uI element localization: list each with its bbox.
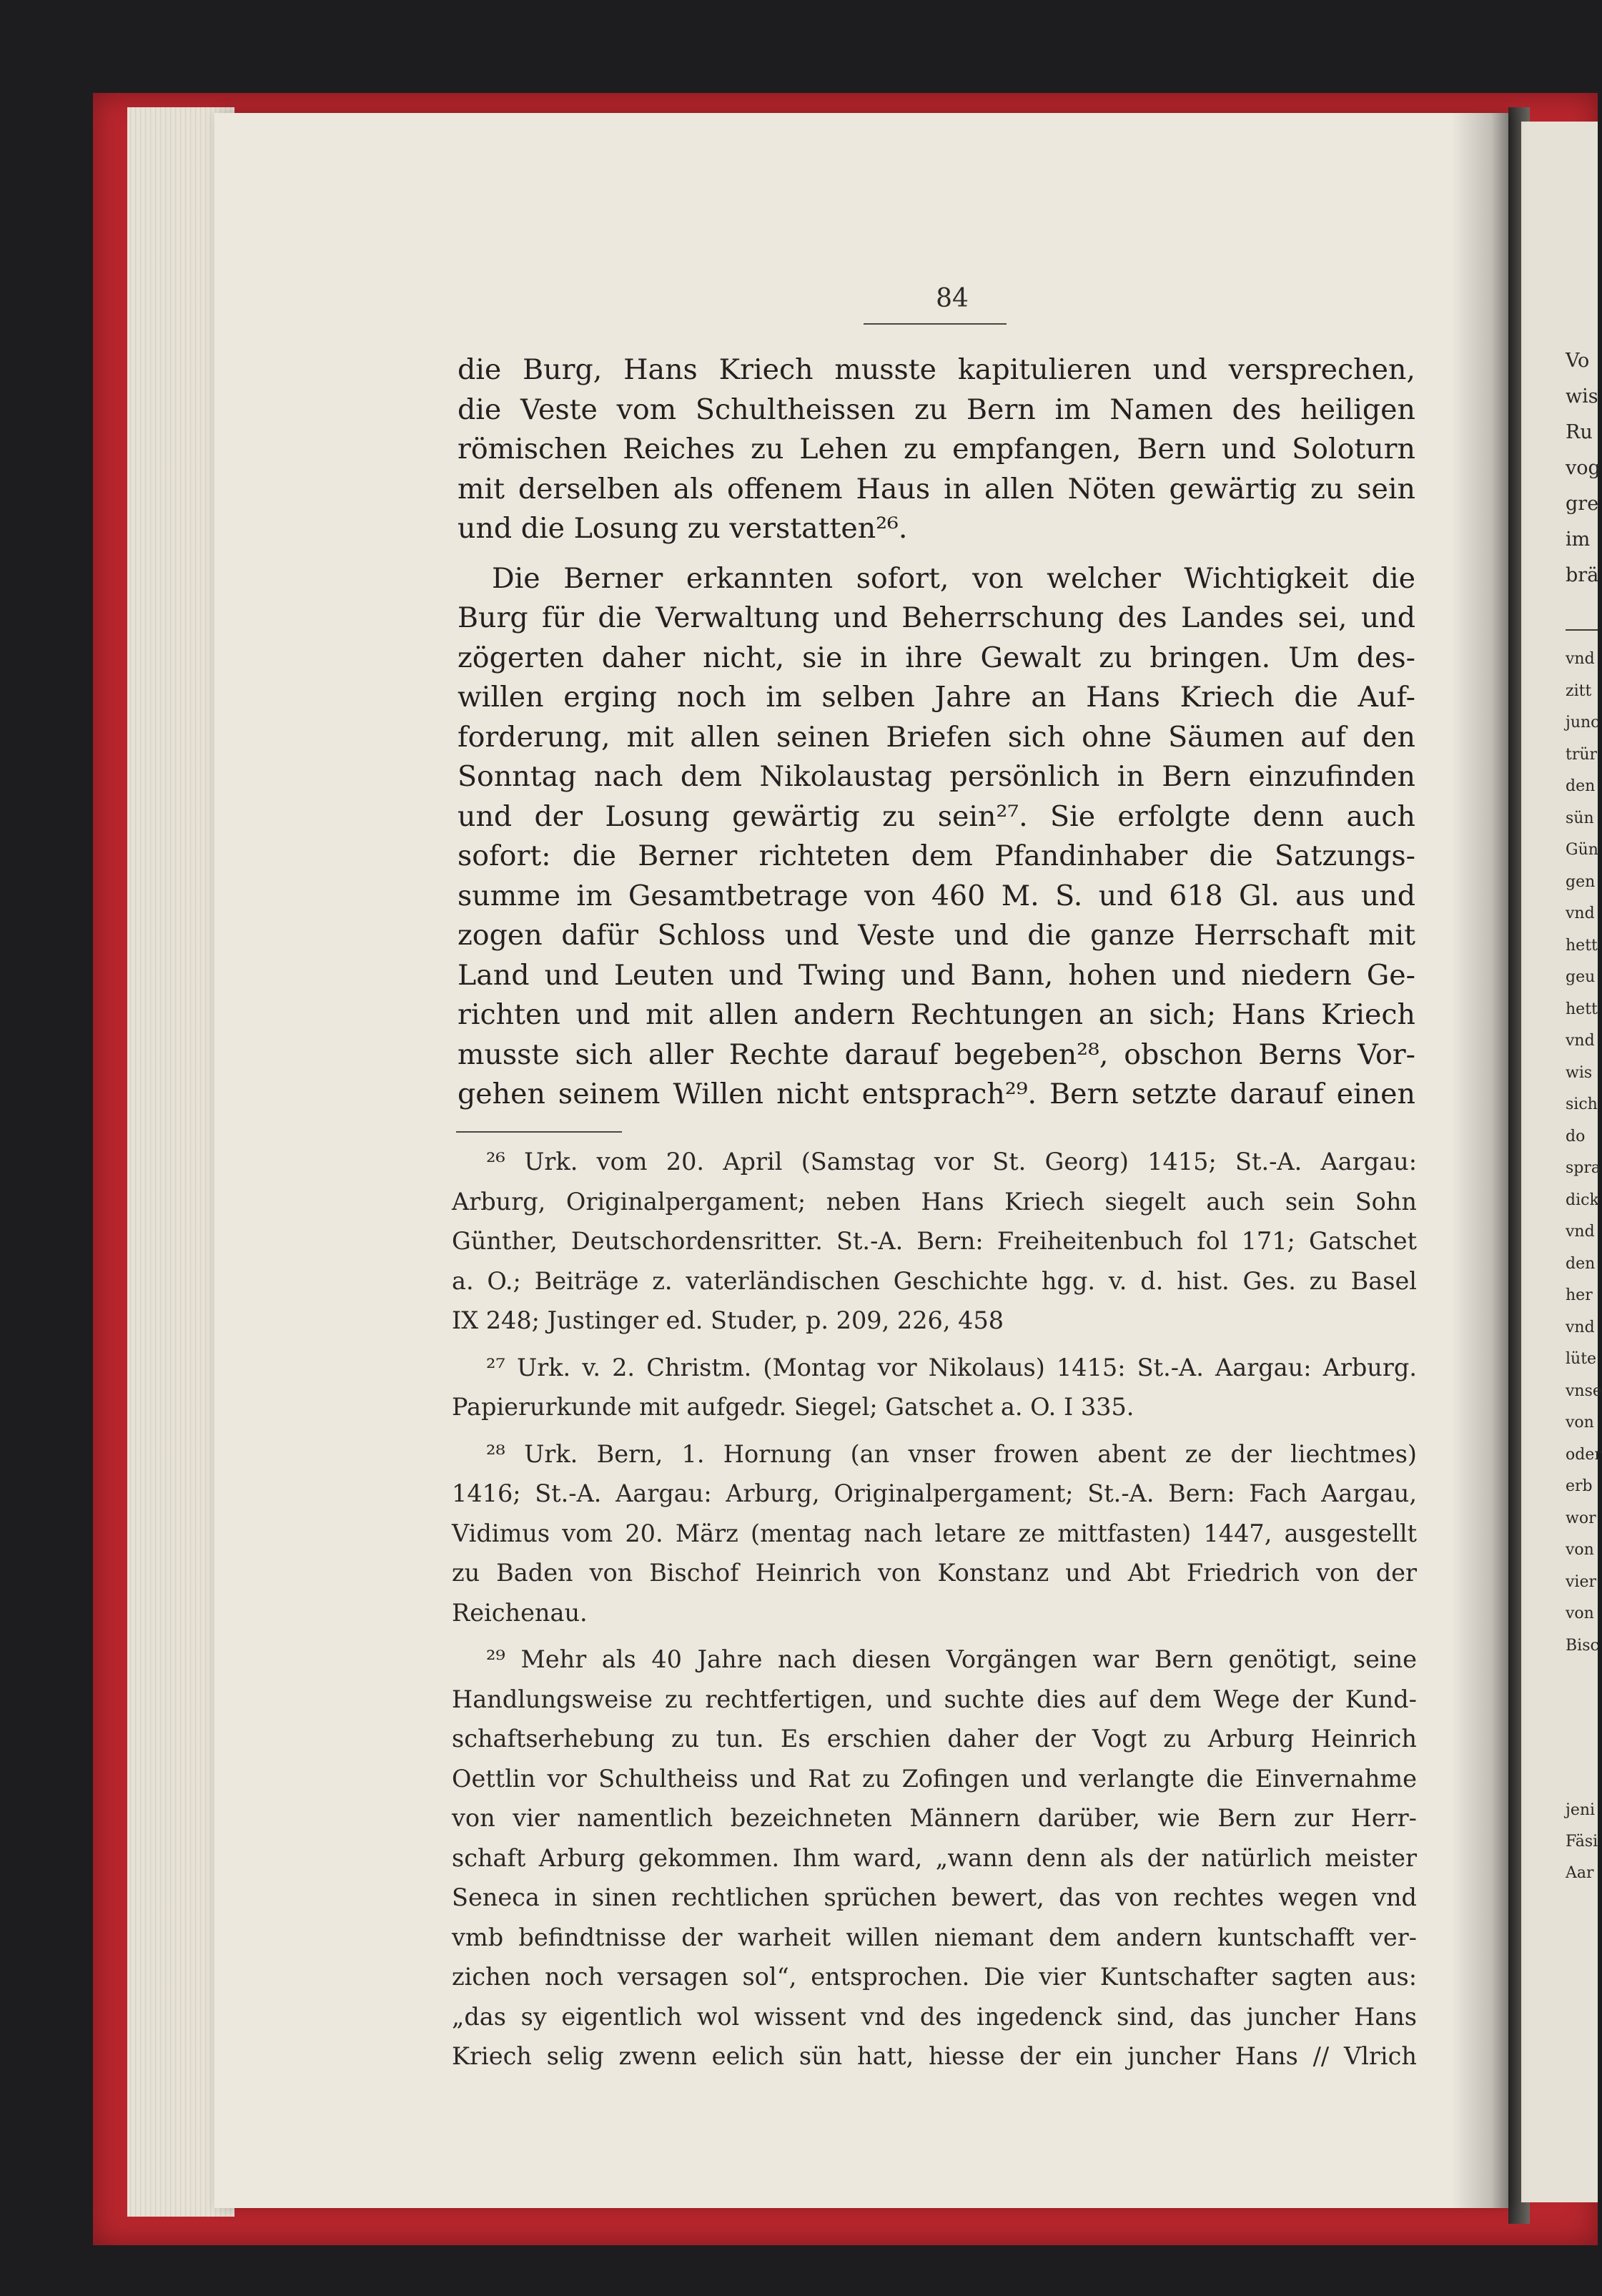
facing-word: gen xyxy=(1566,872,1596,891)
facing-word: im xyxy=(1566,528,1591,551)
facing-word: hett xyxy=(1566,936,1598,955)
footnote-line: Kriech selig zwenn eelich sün hatt, hiesse der ein juncher Hans // Vlrich xyxy=(452,2042,1417,2070)
facing-word: zitt xyxy=(1566,681,1592,700)
facing-word: den xyxy=(1566,777,1596,795)
text-line: die Burg, Hans Kriech musste kapitulieren und versprechen, xyxy=(458,353,1415,386)
text-line: summe im Gesamtbetrage von 460 M. S. und 618 Gl. aus und xyxy=(458,879,1415,912)
text-line: gehen seinem Willen nicht entsprach²⁹. Bern setzte darauf einen xyxy=(458,1078,1415,1110)
footnote-line: Oettlin vor Schultheiss und Rat zu Zofingen und verlangte die Einvernahme xyxy=(452,1764,1417,1793)
facing-word: Vo xyxy=(1566,350,1590,372)
footnote-line: ²⁹ Mehr als 40 Jahre nach diesen Vorgängen war Bern genötigt, seine xyxy=(486,1645,1417,1673)
facing-word: Aar xyxy=(1566,1864,1594,1882)
text-line: forderung, mit allen seinen Briefen sich ohne Säumen auf den xyxy=(458,720,1415,754)
footnote-line: Reichenau. xyxy=(452,1598,588,1627)
facing-word: vnd xyxy=(1566,1318,1595,1336)
footnote-line: 1416; St.-A. Aargau: Arburg, Originalpergament; St.-A. Bern: Fach Aargau, xyxy=(452,1479,1417,1507)
text-line: Sonntag nach dem Nikolaustag persönlich in Bern einzufinden xyxy=(458,760,1415,793)
facing-word: sün xyxy=(1566,809,1594,827)
header-rule xyxy=(864,323,1007,325)
facing-word: sich xyxy=(1566,1095,1598,1113)
text-line: willen erging noch im selben Jahre an Hans Kriech die Auf- xyxy=(458,681,1415,714)
footnote-line: Handlungsweise zu rechtfertigen, und suchte dies auf dem Wege der Kund- xyxy=(452,1685,1417,1713)
footnote-line: „das sy eigentlich wol wissent vnd des ingedenck sind, das juncher Hans xyxy=(452,2002,1417,2031)
main-text xyxy=(458,350,1415,1115)
facing-word: brä xyxy=(1566,564,1599,586)
footnote-line: von vier namentlich bezeichneten Männern darüber, wie Bern zur Herr- xyxy=(452,1804,1417,1832)
footnote-line: vmb befindtnisse der warheit willen niemant dem andern kuntschafft ver- xyxy=(452,1923,1417,1951)
facing-word: vnse xyxy=(1566,1381,1602,1400)
text-line: Burg für die Verwaltung und Beherrschung des Landes sei, und xyxy=(458,601,1415,634)
facing-word: vnd xyxy=(1566,1223,1595,1241)
facing-word: wor xyxy=(1566,1509,1596,1527)
footnote-line: Arburg, Originalpergament; neben Hans Kriech siegelt auch sein Sohn xyxy=(452,1187,1417,1216)
facing-word: jeni xyxy=(1566,1801,1596,1819)
text-line: musste sich aller Rechte darauf begeben²⁸, obschon Berns Vor- xyxy=(458,1038,1415,1071)
facing-word: erb xyxy=(1566,1477,1593,1495)
facing-word: lüte xyxy=(1566,1350,1597,1368)
footnote-rule xyxy=(456,1131,622,1133)
footnote-line: Seneca in sinen rechtlichen sprüchen bewert, das von rechtes wegen vnd xyxy=(452,1883,1417,1911)
facing-word: her xyxy=(1566,1286,1593,1304)
facing-footnote-rule xyxy=(1566,629,1598,631)
facing-word: trür xyxy=(1566,745,1598,764)
text-line: Die Berner erkannten sofort, von welcher Wichtigkeit die xyxy=(492,561,1415,595)
footnote-line: ²⁶ Urk. vom 20. April (Samstag vor St. Georg) 1415; St.-A. Aargau: xyxy=(486,1148,1417,1176)
footnote-line: Papierurkunde mit aufgedr. Siegel; Gatschet a. O. I 335. xyxy=(452,1393,1134,1421)
page-gutter xyxy=(1451,113,1508,2208)
facing-word: den xyxy=(1566,1254,1596,1273)
facing-word: wis xyxy=(1566,385,1598,408)
text-line: römischen Reiches zu Lehen zu empfangen, Bern und Soloturn xyxy=(458,433,1415,465)
facing-word: do xyxy=(1566,1127,1586,1145)
facing-word: von xyxy=(1566,1414,1594,1432)
facing-word: oder xyxy=(1566,1445,1602,1464)
facing-word: vog xyxy=(1566,457,1601,479)
facing-word: von xyxy=(1566,1541,1594,1559)
text-line: Land und Leuten und Twing und Bann, hohen und niedern Ge- xyxy=(458,958,1415,992)
footnote-line: ²⁷ Urk. v. 2. Christm. (Montag vor Nikolaus) 1415: St.-A. Aargau: Arburg. xyxy=(486,1353,1417,1381)
facing-word: wis xyxy=(1566,1063,1593,1082)
text-line: zogen dafür Schloss und Veste und die ganze Herrschaft mit xyxy=(458,919,1415,952)
page-number: 84 xyxy=(936,284,969,313)
footnotes xyxy=(452,1146,1417,2081)
footnote-line: IX 248; Justinger ed. Studer, p. 209, 226, 458 xyxy=(452,1306,1004,1334)
footnote-line: a. O.; Beiträge z. vaterländischen Geschichte hgg. v. d. hist. Ges. zu Basel xyxy=(452,1266,1417,1295)
facing-word: vnd xyxy=(1566,650,1595,668)
facing-word: Gün xyxy=(1566,841,1598,859)
facing-word: vnd xyxy=(1566,1032,1595,1050)
facing-word: Fäsi xyxy=(1566,1833,1598,1851)
footnote-line: zichen noch versagen sol“, entsprochen. Die vier Kuntschafter sagten aus: xyxy=(452,1963,1417,1991)
facing-page-text-lower xyxy=(1566,1795,1598,1889)
facing-word: geu xyxy=(1566,968,1596,986)
facing-word: vnd xyxy=(1566,905,1595,922)
text-line: und die Losung zu verstatten²⁶. xyxy=(458,512,908,545)
facing-word: vier xyxy=(1566,1572,1597,1591)
text-line: richten und mit allen andern Rechtungen an sich; Hans Kriech xyxy=(458,998,1415,1031)
footnote-line: ²⁸ Urk. Bern, 1. Hornung (an vnser frowen abent ze der liechtmes) xyxy=(486,1439,1417,1468)
footnote-line: schaft Arburg gekommen. Ihm ward, „wann denn als der natürlich meister xyxy=(452,1843,1417,1872)
facing-word: spra xyxy=(1566,1159,1601,1177)
text-line: mit derselben als offenem Haus in allen Nöten gewärtig zu sein xyxy=(458,472,1415,506)
facing-word: Ru xyxy=(1566,421,1593,443)
facing-word: dick xyxy=(1566,1191,1599,1209)
text-line: und der Losung gewärtig zu sein²⁷. Sie erfolgte denn auch xyxy=(458,799,1415,833)
footnote-line: Vidimus vom 20. März (mentag nach letare ze mittfasten) 1447, ausgestellt xyxy=(452,1519,1417,1547)
facing-page-text-upper xyxy=(1566,343,1601,593)
footnote-line: schaftserhebung zu tun. Es erschien daher der Vogt zu Arburg Heinrich xyxy=(452,1725,1417,1753)
facing-word: junc xyxy=(1566,714,1600,731)
facing-word: gre xyxy=(1566,493,1599,515)
facing-word: Bisc xyxy=(1566,1636,1599,1655)
text-line: zögerten daher nicht, sie in ihre Gewalt zu bringen. Um des- xyxy=(458,641,1415,674)
footnote-line: Günther, Deutschordensritter. St.-A. Bern: Freiheitenbuch fol 171; Gatschet xyxy=(452,1227,1417,1255)
text-line: sofort: die Berner richteten dem Pfandinhaber die Satzungs- xyxy=(458,839,1415,872)
facing-word: hett xyxy=(1566,1000,1598,1018)
facing-page-text-middle xyxy=(1566,644,1602,1662)
facing-word: von xyxy=(1566,1605,1594,1622)
text-line: die Veste vom Schultheissen zu Bern im Namen des heiligen xyxy=(458,393,1415,426)
footnote-line: zu Baden von Bischof Heinrich von Konstanz und Abt Friedrich von der xyxy=(452,1559,1417,1587)
